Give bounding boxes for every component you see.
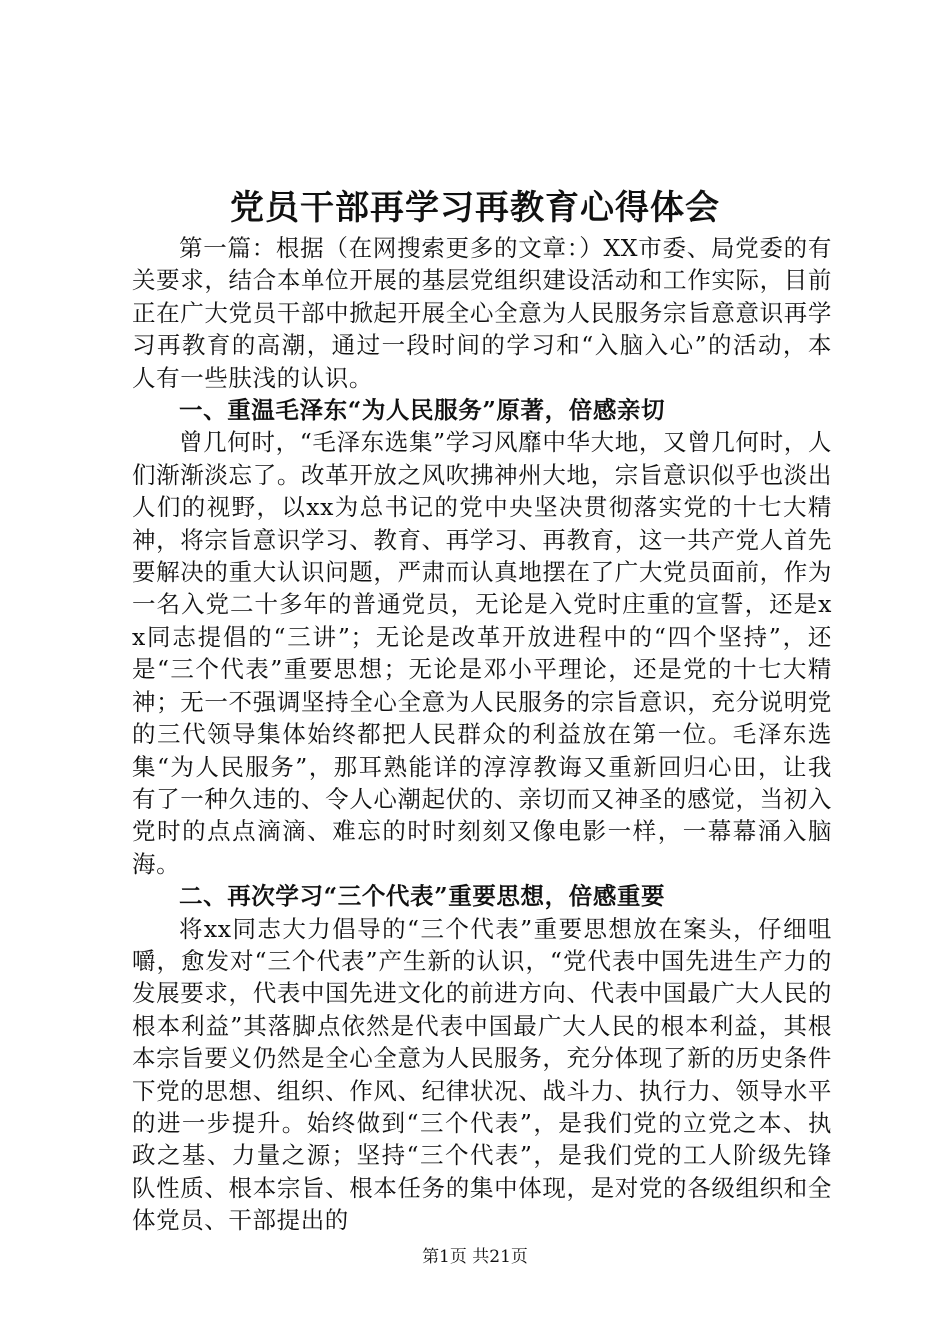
page-number-footer: 第1页 共21页 bbox=[422, 1247, 528, 1267]
section-2-paragraph: 将xx同志大力倡导的“三个代表”重要思想放在案头，仔细咀嚼，愈发对“三个代表”产生新的认识，“党代表中国先进生产力的发展要求，代表中国先进文化的前进方向、代表中国最广大人民的根本利益”其落脚点依然是代表中国最广大人民的根本利益，其根本宗旨要义仍然是全心全意为人民服务，充分体现了新的历史条件下党的思想、组织、作风、纪律状况、战斗力、执行力、领导水平的进一步提升。始终做到“三个代表”，是我们党的立党之本、执政之基、力量之源；坚持“三个代表”，是我们党的工人阶级先锋队性质、根本宗旨、根本任务的集中体现，是对党的各级组织和全体党员、干部提出的 bbox=[132, 914, 832, 1235]
document-title: 党员干部再学习再教育心得体会 bbox=[230, 188, 720, 228]
section-1-heading: 一、重温毛泽东“为人民服务”原著，倍感亲切 bbox=[179, 396, 666, 425]
section-2-heading: 二、再次学习“三个代表”重要思想，倍感重要 bbox=[179, 882, 666, 911]
document-body bbox=[132, 232, 832, 1237]
section-1-paragraph: 曾几何时，“毛泽东选集”学习风靡中华大地，又曾几何时，人们渐渐淡忘了。改革开放之风吹拂神州大地，宗旨意识似乎也淡出人们的视野，以xx为总书记的党中央坚决贯彻落实党的十七大精神，将宗旨意识学习、教育、再学习、再教育，这一共产党人首先要解决的重大认识问题，严肃而认真地摆在了广大党员面前，作为一名入党二十多年的普通党员，无论是入党时庄重的宣誓，还是xx同志提倡的“三讲”；无论是改革开放进程中的“四个坚持”，还是“三个代表”重要思想；无论是邓小平理论，还是党的十七大精神；无一不强调坚持全心全意为人民服务的宗旨意识，充分说明党的三代领导集体始终都把人民群众的利益放在第一位。毛泽东选集“为人民服务”，那耳熟能详的淳淳教诲又重新回归心田，让我有了一种久违的、令人心潮起伏的、亲切而又神圣的感觉，当初入党时的点点滴滴、难忘的时时刻刻又像电影一样，一幕幕涌入脑海。 bbox=[132, 428, 832, 878]
intro-paragraph: 第一篇：根据（在网搜索更多的文章：）XX市委、局党委的有关要求，结合本单位开展的基层党组织建设活动和工作实际，目前正在广大党员干部中掀起开展全心全意为人民服务宗旨意意识再学习再教育的高潮，通过一段时间的学习和“入脑入心”的活动，本人有一些肤浅的认识。 bbox=[132, 234, 832, 392]
